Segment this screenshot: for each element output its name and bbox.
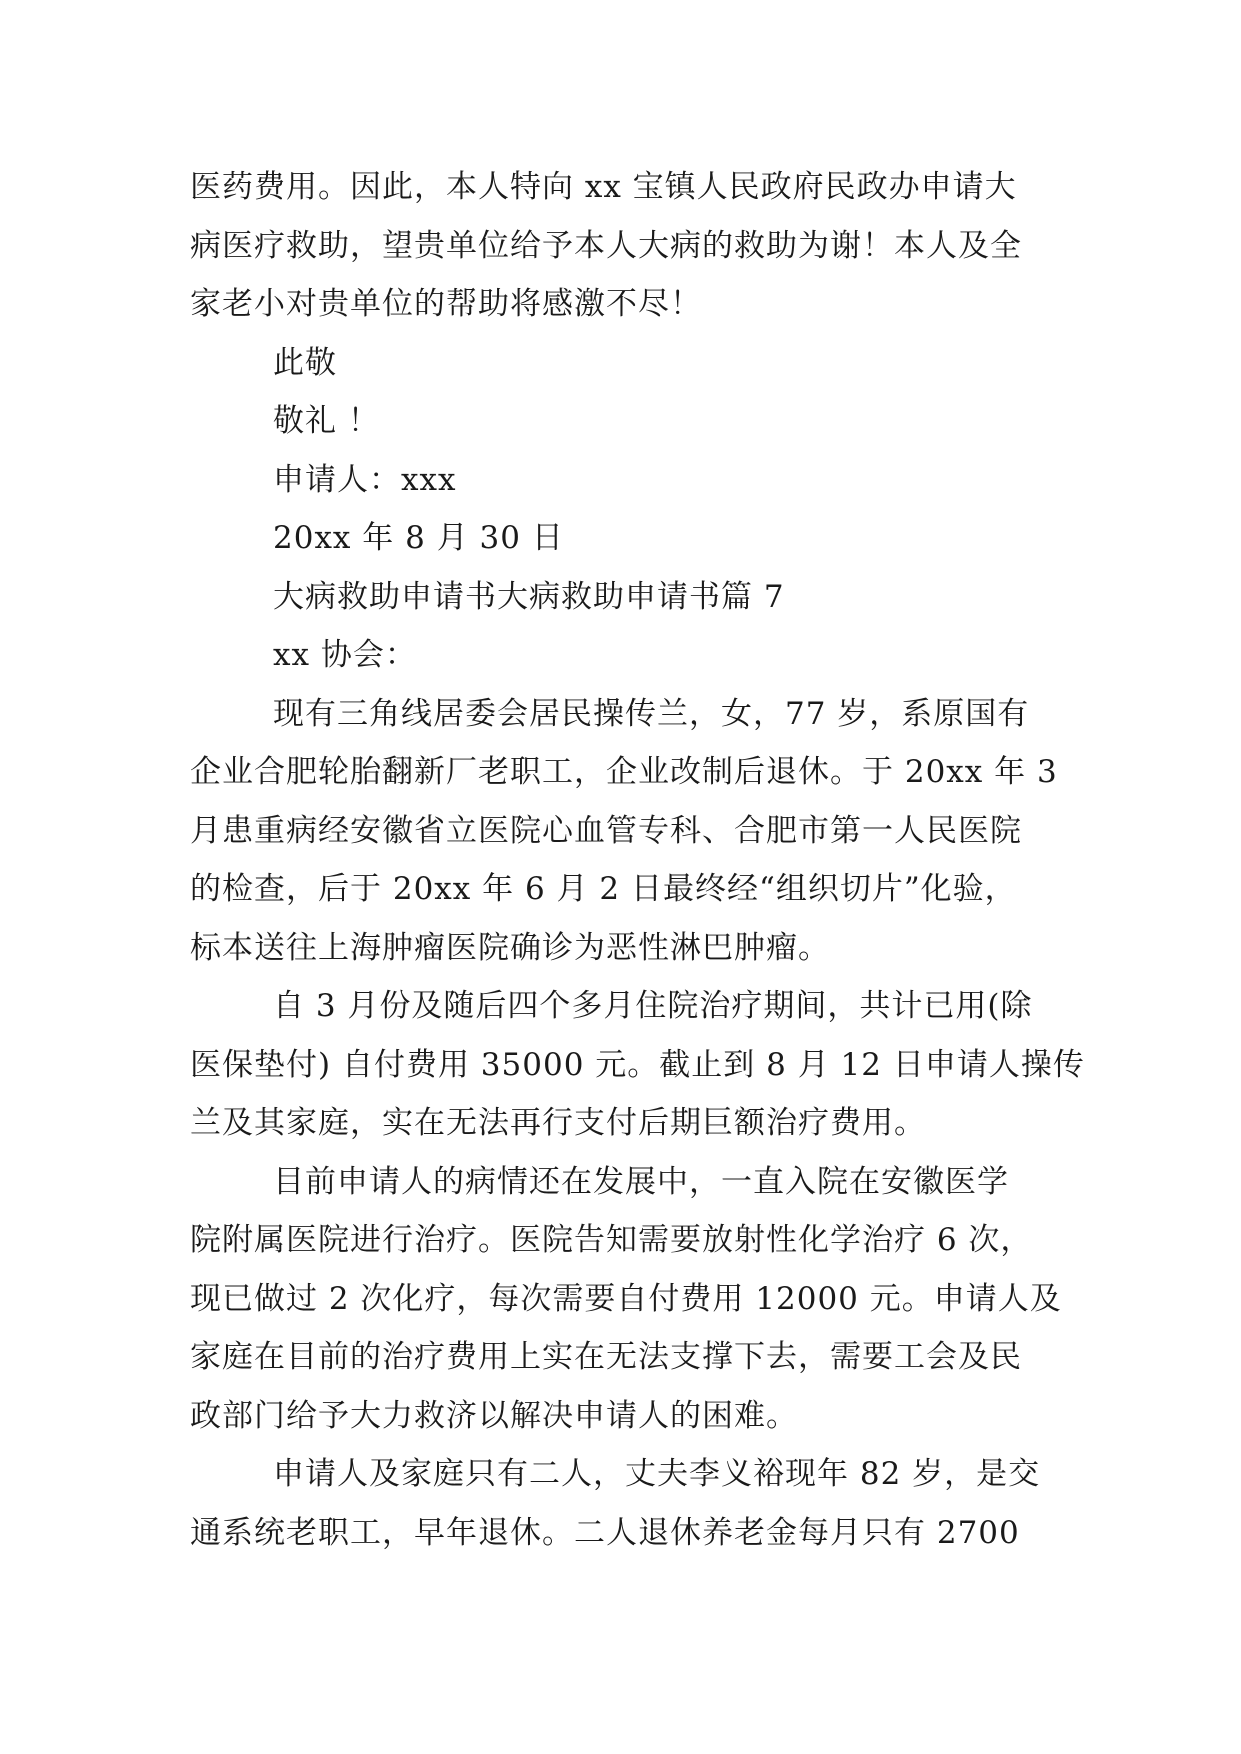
text-line: 的检查，后于 20xx 年 6 月 2 日最终经“组织切片”化验， [190, 871, 1017, 907]
date-line: 20xx 年 8 月 30 日 [273, 520, 564, 556]
document-page [190, 158, 1085, 1562]
text-line: 政部门给予大力救济以解决申请人的困难。 [190, 1397, 798, 1434]
text-line: 医药费用。因此，本人特向 xx 宝镇人民政府民政办申请大 [190, 169, 1017, 205]
paragraph-start: 现有三角线居委会居民操传兰，女，77 岁，系原国有 [273, 695, 1030, 732]
text-line: 通系统老职工，早年退休。二人退休养老金每月只有 2700 [190, 1514, 1020, 1551]
text-line: 家老小对贵单位的帮助将感激不尽！ [190, 286, 702, 322]
closing-line: 敬礼 ！ [273, 403, 380, 439]
text-line: 标本送往上海肿瘤医院确诊为恶性淋巴肿瘤。 [190, 929, 830, 966]
text-line: 企业合肥轮胎翻新厂老职工，企业改制后退休。于 20xx 年 3 [190, 754, 1058, 790]
paragraph-start: 申请人及家庭只有二人，丈夫李义裕现年 82 岁，是交 [273, 1456, 1041, 1492]
text-line: 家庭在目前的治疗费用上实在无法支撑下去，需要工会及民 [190, 1339, 1022, 1375]
text-line: 现已做过 2 次化疗，每次需要自付费用 12000 元。申请人及 [190, 1280, 1062, 1317]
paragraph-start: 自 3 月份及随后四个多月住院治疗期间，共计已用(除 [273, 988, 1033, 1024]
applicant-line: 申请人：xxx [273, 461, 457, 498]
text-line: 病医疗救助，望贵单位给予本人大病的救助为谢！本人及全 [190, 227, 1022, 264]
text-line: 医保垫付) 自付费用 35000 元。截止到 8 月 12 日申请人操传 [190, 1046, 1085, 1083]
text-line: 月患重病经安徽省立医院心血管专科、合肥市第一人民医院 [190, 812, 1022, 849]
recipient-line: xx 协会： [273, 637, 417, 673]
text-line: 院附属医院进行治疗。医院告知需要放射性化学治疗 6 次， [190, 1222, 1033, 1258]
text-line: 兰及其家庭，实在无法再行支付后期巨额治疗费用。 [190, 1105, 926, 1141]
section-title: 大病救助申请书大病救助申请书篇 7 [273, 578, 785, 615]
paragraph-start: 目前申请人的病情还在发展中，一直入院在安徽医学 [273, 1163, 1009, 1200]
salutation-line: 此敬 [273, 344, 337, 381]
